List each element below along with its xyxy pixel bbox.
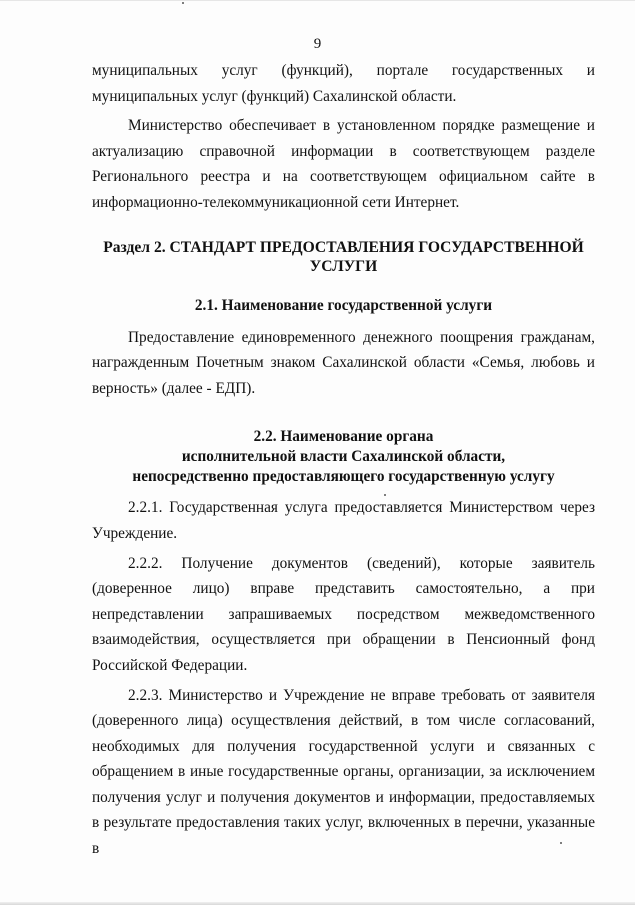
paragraph-ministry-info: Министерство обеспечивает в установленном порядке размещение и актуализацию справочной информации в соответствующем разделе Регионального реестра и на соответствующем официальном сайте в информационно-телекоммуникационной сети Интернет. <box>92 117 595 211</box>
subsection-title-2-2 <box>92 427 595 487</box>
paragraph-service-name: Предоставление единовременного денежного поощрения гражданам, награжденным Почетным знаком Сахалинской области «Семья, любовь и верность» (далее - ЕДП). <box>92 328 595 397</box>
scan-edge-top <box>0 0 635 1</box>
subsection-title-line: 2.2. Наименование органа <box>253 428 434 446</box>
paragraph-2-2-1: 2.2.1. Государственная услуга предоставляется Министерством через Учреждение. <box>92 499 595 542</box>
document-body <box>92 58 595 866</box>
subsection-title-line: исполнительной власти Сахалинской области, <box>181 448 506 466</box>
section-title: Раздел 2. СТАНДАРТ ПРЕДОСТАВЛЕНИЯ ГОСУДАРСТВЕННОЙ УСЛУГИ <box>103 238 584 275</box>
paragraph-2-2-2: 2.2.2. Получение документов (сведений), которые заявитель (доверенное лицо) вправе представить самостоятельно, а при непредставлении запрашиваемых посредством межведомственного взаимодействия, осуществляется при обращении в Пенсионный фонд Российской Федерации. <box>92 554 595 674</box>
subsection-title-line: непосредственно предоставляющего государственную услугу <box>132 468 555 486</box>
page-number: 9 <box>313 36 322 52</box>
scan-speck <box>182 2 184 4</box>
subsection-title-2-1: 2.1. Наименование государственной услуги <box>194 296 493 314</box>
paragraph-continuation: муниципальных услуг (функций), портале государственных и муниципальных услуг (функций) Сахалинской области. <box>92 62 595 105</box>
paragraph-2-2-3: 2.2.3. Министерство и Учреждение не вправе требовать от заявителя (доверенного лица) осуществления действий, в том числе согласований, необходимых для получения государственной услуги и связанных с обращением в иные государственные органы, организации, за исключением получения услуг и получения документов и информации, предоставляемых в результате предоставления таких услуг, включенных в перечни, указанные в <box>92 686 595 858</box>
